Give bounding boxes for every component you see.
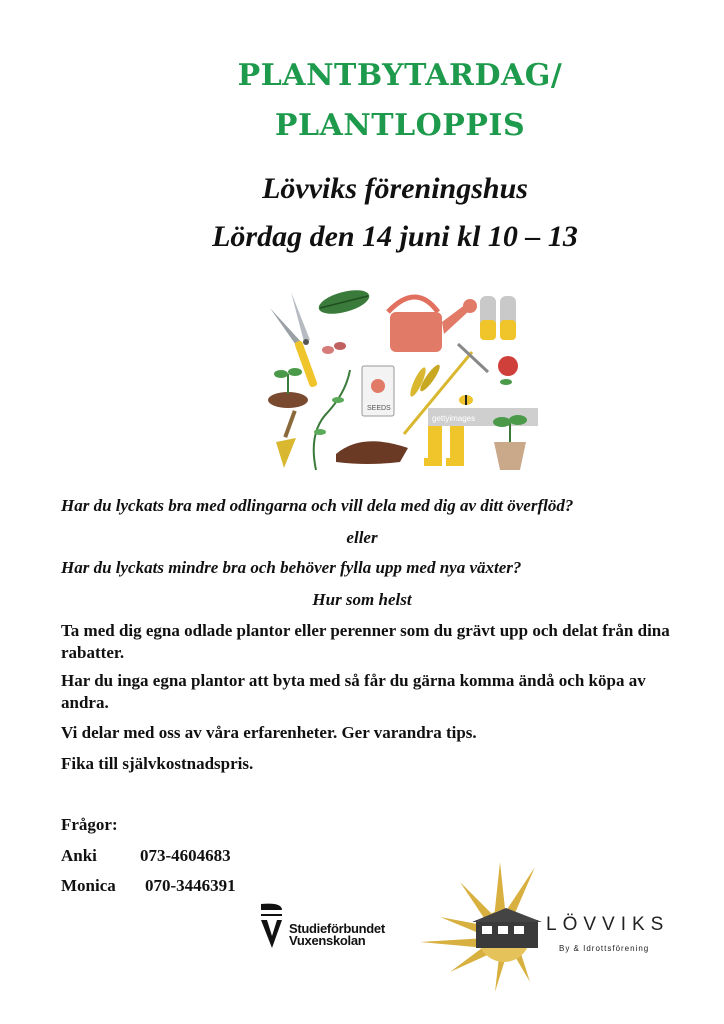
seedling-soil-icon [268,368,308,408]
question-1: Har du lyckats bra med odlingarna och vill dela med dig av ditt överflöd? [61,496,574,515]
boots-icon [424,426,464,466]
leaf-icon [316,286,371,319]
svg-text:SEEDS: SEEDS [367,405,391,412]
beans-icon [322,342,346,354]
title-line-2: PLANTLOPPIS [274,108,526,143]
paragraph-no-plants: Har du inga egna plantor att byta med så får du gärna komma ändå och köpa av andra. [61,671,646,712]
sv-line-2: Vuxenskolan [289,933,366,948]
potted-plant-icon [493,415,527,470]
contact-phone-anki: 073-4604683 [140,846,231,865]
contact-name-monica: Monica [61,876,116,895]
date-text: Lördag den 14 juni kl 10 – 13 [212,220,578,253]
sv-line-1: Studieförbundet [289,921,385,936]
lovviks-subtitle: By & Idrottsförening [559,944,650,953]
paragraph-share: Vi delar med oss av våra erfarenheter. Ger varandra tips. [61,723,477,742]
lovviks-name: LÖVVIKS [546,914,670,935]
bee-icon [459,395,473,405]
gloves-icon [480,296,516,340]
seed-packet-icon [362,366,394,416]
or-text: eller [346,528,378,547]
garden-tools-illustration [258,282,548,478]
title-line-1: PLANTBYTARDAG/ [237,58,563,93]
trowel-icon [276,410,297,468]
watering-can-icon [388,297,477,352]
questions-heading: Frågor: [61,815,118,834]
venue-text: Lövviks föreningshus [262,172,528,205]
contact-name-anki: Anki [61,846,97,865]
question-2: Har du lyckats mindre bra och behöver fylla upp med nya växter? [61,558,522,577]
contact-phone-monica: 070-3446391 [145,876,236,895]
paragraph-fika: Fika till självkostnadspris. [61,754,254,773]
svg-text:gettyimages: gettyimages [432,414,476,423]
paragraph-bring-plants: Ta med dig egna odlade plantor eller perenner som du grävt upp och delat från dina rabatter. [61,621,670,662]
rose-icon [498,356,518,385]
hand-seeds-icon [336,441,408,464]
sv-logo-text [289,923,385,947]
anyway-text: Hur som helst [312,590,412,609]
